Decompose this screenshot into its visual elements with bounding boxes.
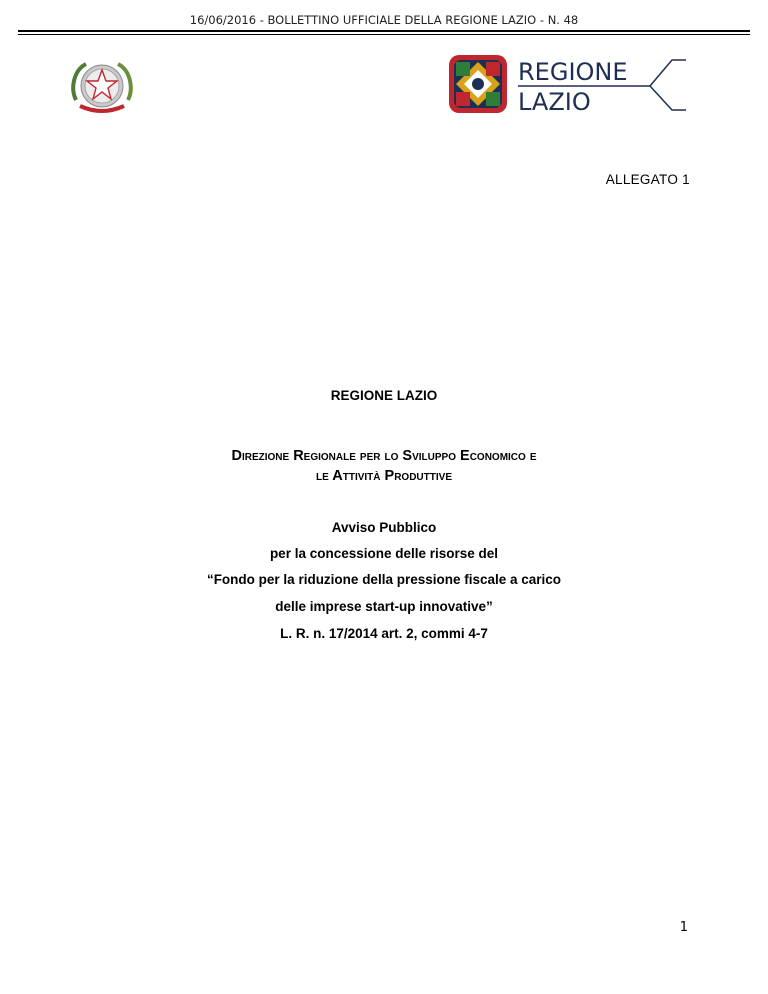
header-rule-thick bbox=[18, 30, 750, 32]
header-rule-thin bbox=[18, 34, 750, 35]
directorate-heading bbox=[0, 446, 768, 486]
annex-label: ALLEGATO 1 bbox=[605, 172, 690, 187]
logo-text-lazio: LAZIO bbox=[518, 88, 591, 116]
notice-law-reference: L. R. n. 17/2014 art. 2, commi 4-7 bbox=[280, 626, 488, 641]
notice-line-4: delle imprese start-up innovative” bbox=[275, 599, 493, 614]
document-title: REGIONE LAZIO bbox=[330, 388, 438, 403]
page-number: 1 bbox=[679, 920, 688, 935]
notice-line-3: “Fondo per la riduzione della pressione fiscale a carico bbox=[206, 572, 562, 587]
notice-line-2: per la concessione delle risorse del bbox=[269, 546, 499, 561]
italian-republic-emblem-icon bbox=[66, 56, 138, 118]
notice-title: Avviso Pubblico bbox=[331, 520, 437, 535]
directorate-line-1: Direzione Regionale per lo Sviluppo Economico e bbox=[231, 448, 537, 464]
bulletin-header: 16/06/2016 - BOLLETTINO UFFICIALE DELLA REGIONE LAZIO - N. 48 bbox=[189, 13, 579, 27]
regione-lazio-crest-icon bbox=[449, 55, 507, 113]
directorate-line-2: le Attività Produttive bbox=[316, 468, 452, 484]
regione-lazio-logo bbox=[446, 52, 690, 116]
logo-text-regione: REGIONE bbox=[518, 58, 628, 86]
